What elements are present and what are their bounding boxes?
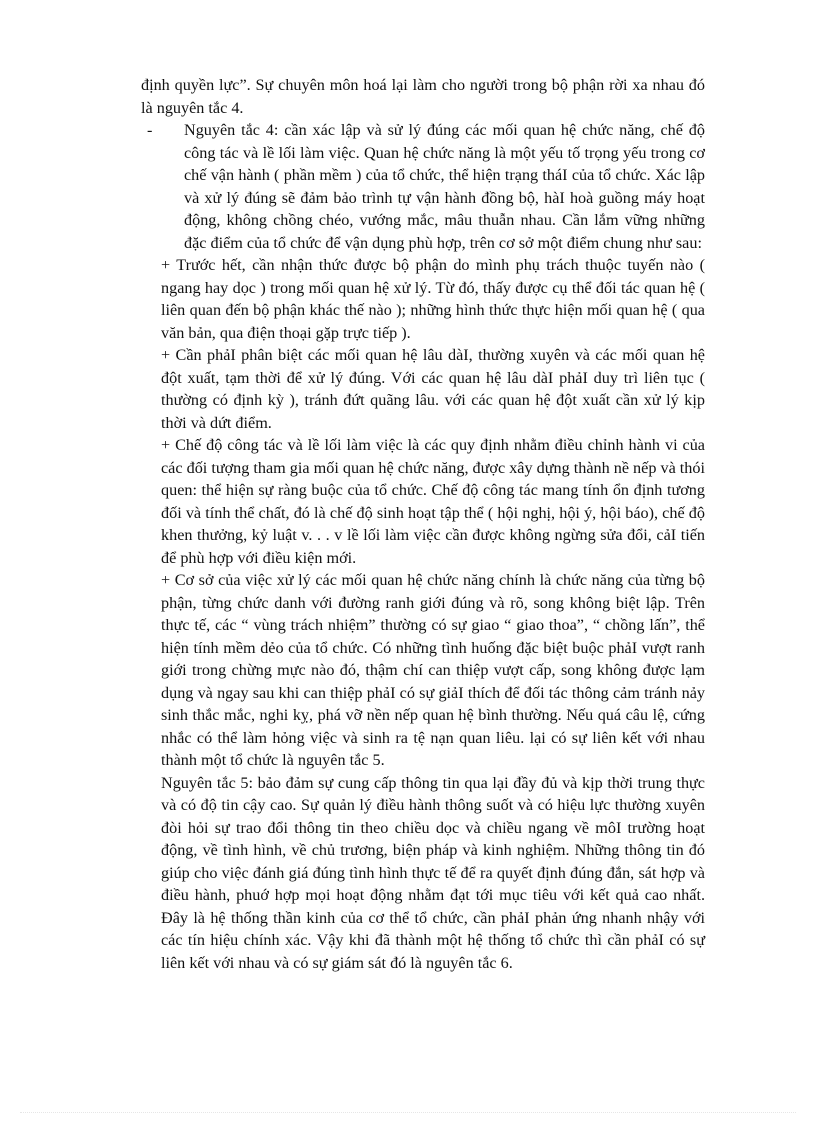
bullet-principle-4	[141, 119, 705, 254]
sub-points	[141, 254, 705, 974]
paragraph-point-3: + Chế độ công tác và lề lối làm việc là các quy định nhằm điều chỉnh hành vi của các đối tượng tham gia mối quan hệ chức năng, được xây dựng thành nề nếp và thói quen: thể hiện sự ràng buộc của tổ chức. Chế độ công tác mang tính ổn định tương đối và tính thể chất, đó là chế độ sinh hoạt tập thể ( hội nghị, hội ý, hội báo), chế độ khen thưởng, kỷ luật v. . . v lề lối làm việc cần được không ngừng sửa đổi, cảI tiến để phù hợp với điều kiện mới.	[161, 436, 705, 567]
paragraph-principle-5: Nguyên tắc 5: bảo đảm sự cung cấp thông tin qua lại đầy đủ và kịp thời trung thực và có độ tin cậy cao. Sự quản lý điều hành thông suốt và có hiệu lực thường xuyên đòi hỏi sự trao đổi thông tin theo chiều dọc và chiều ngang về môI trường hoạt động, về tình hình, về chủ trương, biện pháp và kinh nghiệm. Những thông tin đó giúp cho việc đánh giá đúng tình hình thực tế để ra quyết định đúng đắn, sát hợp và điều hành, phuớ hợp mọi hoạt động nhằm đạt tới mục tiêu với kết quả cao nhất. Đây là hệ thống thần kinh của cơ thể tổ chức, cần phảI phản ứng nhanh nhậy với các tín hiệu chính xác. Vậy khi đã thành một hệ thống tổ chức thì cần phảI có sự liên kết với nhau và có sự giám sát đó là nguyên tắc 6.	[161, 773, 705, 972]
bullet-dash: -	[147, 121, 153, 139]
paragraph-point-2: + Cần phảI phân biệt các mối quan hệ lâu dàI, thường xuyên và các mối quan hệ đột xuất, tạm thời để xử lý đúng. Với các quan hệ lâu dàI phảI duy trì liên tục ( thường có định kỳ ), tránh đứt quãng lâu. với các quan hệ đột xuất cần xử lý kịp thời và dứt điểm.	[161, 346, 705, 432]
paragraph-principle-4: Nguyên tắc 4: cần xác lập và sử lý đúng các mối quan hệ chức năng, chế độ công tác và lề lối làm việc. Quan hệ chức năng là một yếu tố trọng yếu trong cơ chế vận hành ( phần mềm ) của tổ chức, thể hiện trạng tháI của tổ chức. Xác lập và xử lý đúng sẽ đảm bảo trình tự vận hành đồng bộ, hàI hoà guồng máy hoạt động, không chồng chéo, vướng mắc, mâu thuẫn nhau. Cần lắm vững những đặc điểm của tổ chức để vận dụng phù hợp, trên cơ sở một điểm chung như sau:	[184, 121, 705, 252]
document-body	[141, 74, 705, 974]
paragraph-point-4: + Cơ sở của việc xử lý các mối quan hệ chức năng chính là chức năng của từng bộ phận, từng chức danh với đường ranh giới đúng và rõ, song không biệt lập. Trên thực tế, các “ vùng trách nhiệm” thường có sự giao “ giao thoa”, “ chồng lấn”, thể hiện tính mềm dẻo của tổ chức. Có những tình huống đặc biệt buộc phảI vượt ranh giới trong chừng mực nào đó, thậm chí can thiệp vượt cấp, song không được lạm dụng và ngay sau khi can thiệp phảI có sự giảI thích để đối tác thông cảm tránh nảy sinh thắc mắc, nghi kỵ, phá vỡ nền nếp quan hệ bình thường. Nếu quá câu lệ, cứng nhắc có thể làm hỏng việc và sinh ra tệ nạn quan liêu. lại có sự liên kết với nhau thành một tổ chức là nguyên tắc 5.	[161, 571, 705, 769]
paragraph-point-1: + Trước hết, cần nhận thức được bộ phận do mình phụ trách thuộc tuyến nào ( ngang hay dọc ) trong mối quan hệ xử lý. Từ đó, thấy được cụ thể đối tác quan hệ ( liên quan đến bộ phận khác thế nào ); những hình thức thực hiện mối quan hệ ( qua văn bản, qua điện thoại gặp trực tiếp ).	[161, 256, 705, 342]
page-bottom-divider	[20, 1112, 796, 1113]
paragraph-1: định quyền lực”. Sự chuyên môn hoá lại làm cho người trong bộ phận rời xa nhau đó là nguyên tắc 4.	[141, 76, 705, 117]
